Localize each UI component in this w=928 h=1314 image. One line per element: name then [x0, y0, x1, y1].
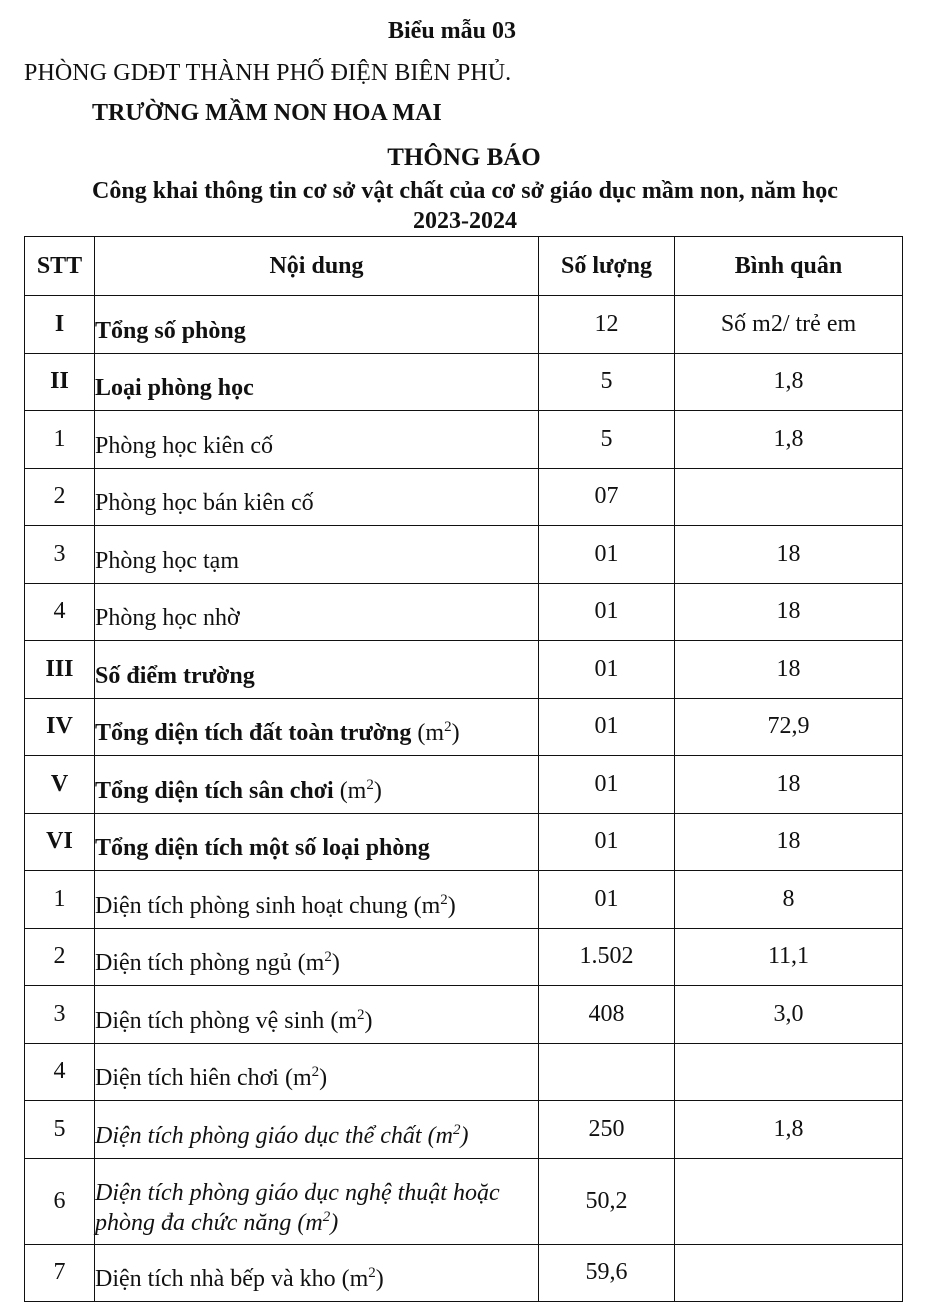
table-header-row [25, 237, 903, 296]
row-content-text: Diện tích nhà bếp và kho [95, 1266, 336, 1293]
table-row [25, 1244, 903, 1302]
row-unit-text: (m [413, 892, 441, 919]
table-row [25, 526, 903, 584]
row-content-text: Phòng học bán kiên cố [95, 490, 314, 517]
row-stt: 1 [25, 411, 95, 469]
row-unit-superscript: 2 [452, 1121, 461, 1138]
row-content [95, 756, 539, 814]
facilities-table [24, 236, 903, 1302]
row-average: 8 [675, 871, 903, 929]
row-unit-superscript: 2 [440, 891, 448, 908]
row-unit-text: (m [339, 777, 367, 804]
subtitle-line-1: Công khai thông tin cơ sở vật chất của cơ sở giáo dục mầm non, năm học [92, 178, 838, 204]
row-stt: V [25, 756, 95, 814]
row-content [95, 468, 539, 526]
row-unit [285, 1065, 327, 1091]
table-row [25, 813, 903, 871]
header-quantity: Số lượng [539, 237, 675, 296]
row-content [95, 353, 539, 411]
row-unit-text: (m [330, 1007, 357, 1034]
row-unit-text: (m [297, 1210, 323, 1236]
row-quantity: 5 [539, 353, 675, 411]
table-row [25, 698, 903, 756]
row-stt: III [25, 641, 95, 699]
row-stt: 1 [25, 871, 95, 929]
table-row [25, 583, 903, 641]
row-unit-superscript: 2 [322, 1209, 331, 1225]
row-content-text: Tổng diện tích một số loại phòng [95, 835, 430, 862]
row-quantity: 01 [539, 641, 675, 699]
table-row [25, 1043, 903, 1101]
row-content-text: Diện tích phòng sinh hoạt chung [95, 892, 408, 919]
row-content-text: Tổng số phòng [95, 317, 246, 344]
header-average: Bình quân [675, 237, 903, 296]
row-average [675, 1244, 903, 1302]
form-label-text: Biểu mẫu 03 [388, 18, 517, 44]
row-average: 18 [675, 583, 903, 641]
row-stt: 2 [25, 468, 95, 526]
row-unit-close: ) [447, 892, 456, 919]
row-average: 1,8 [675, 1101, 903, 1159]
row-unit-close: ) [451, 720, 460, 747]
row-quantity: 01 [539, 526, 675, 584]
row-quantity: 59,6 [539, 1244, 675, 1302]
row-content [95, 871, 539, 929]
row-quantity: 01 [539, 583, 675, 641]
row-content [95, 813, 539, 871]
row-unit-close: ) [375, 1266, 384, 1293]
row-quantity [539, 1043, 675, 1101]
row-average: 3,0 [675, 986, 903, 1044]
row-stt: 4 [25, 1043, 95, 1101]
row-quantity: 01 [539, 756, 675, 814]
row-average: 18 [675, 813, 903, 871]
row-average [675, 1043, 903, 1101]
row-unit [330, 1008, 372, 1034]
row-content-text: Phòng học tạm [95, 547, 239, 574]
row-unit-close: ) [364, 1007, 373, 1034]
row-quantity: 01 [539, 698, 675, 756]
row-quantity: 01 [539, 871, 675, 929]
row-stt: 5 [25, 1101, 95, 1159]
header-stt: STT [25, 237, 95, 296]
row-content [95, 583, 539, 641]
row-content-text: Số điểm trường [95, 662, 255, 689]
row-quantity: 12 [539, 296, 675, 354]
row-average: 72,9 [675, 698, 903, 756]
row-unit [340, 778, 382, 804]
table-row [25, 1101, 903, 1159]
row-content-text: Diện tích hiên chơi [95, 1065, 279, 1092]
row-content [95, 986, 539, 1044]
row-unit-text: (m [341, 1266, 369, 1293]
row-content [95, 928, 539, 986]
row-quantity: 250 [539, 1101, 675, 1159]
row-quantity: 1.502 [539, 928, 675, 986]
row-unit [298, 950, 340, 976]
row-content-text: Phòng học nhờ [95, 605, 240, 632]
table-row [25, 1158, 903, 1244]
row-content-text: Diện tích phòng giáo dục nghệ thuật hoặc phòng đa chức năng [95, 1180, 500, 1236]
row-quantity: 07 [539, 468, 675, 526]
table-row [25, 353, 903, 411]
row-stt: VI [25, 813, 95, 871]
row-unit-superscript: 2 [324, 949, 332, 966]
table-row [25, 756, 903, 814]
row-content [95, 526, 539, 584]
row-quantity: 01 [539, 813, 675, 871]
row-quantity: 5 [539, 411, 675, 469]
row-unit [417, 720, 459, 746]
row-content-text: Tổng diện tích sân chơi [95, 777, 334, 804]
table-row [25, 296, 903, 354]
document-subtitle [30, 176, 900, 236]
table-row [25, 871, 903, 929]
row-unit-superscript: 2 [444, 719, 452, 736]
row-stt: 2 [25, 928, 95, 986]
table-row [25, 641, 903, 699]
row-quantity: 50,2 [539, 1158, 675, 1244]
row-unit [297, 1210, 338, 1236]
row-content-text: Diện tích phòng vệ sinh [95, 1007, 325, 1034]
row-unit-superscript: 2 [366, 776, 374, 793]
row-unit [428, 1123, 469, 1149]
row-content-text: Diện tích phòng ngủ [95, 950, 292, 977]
row-unit-close: ) [331, 950, 340, 977]
row-content-text: Loại phòng học [95, 375, 254, 402]
row-content-text: Diện tích phòng giáo dục thể chất [95, 1122, 422, 1149]
row-content [95, 641, 539, 699]
row-quantity: 408 [539, 986, 675, 1044]
row-unit-superscript: 2 [311, 1064, 320, 1081]
table-row [25, 468, 903, 526]
row-average: 1,8 [675, 353, 903, 411]
row-content [95, 1158, 539, 1244]
subtitle-line-2: 2023-2024 [413, 208, 517, 234]
row-average [675, 1158, 903, 1244]
department-name: PHÒNG GDĐT THÀNH PHỐ ĐIỆN BIÊN PHỦ. [24, 60, 512, 86]
row-unit-superscript: 2 [356, 1006, 365, 1023]
row-unit [342, 1266, 384, 1292]
document-title: THÔNG BÁO [387, 144, 541, 171]
row-unit-text: (m [284, 1065, 312, 1092]
row-unit-close: ) [460, 1122, 469, 1149]
row-average [675, 468, 903, 526]
row-content [95, 411, 539, 469]
row-stt: 6 [25, 1158, 95, 1244]
row-content [95, 1101, 539, 1159]
row-unit-close: ) [319, 1065, 328, 1092]
row-average: 18 [675, 526, 903, 584]
row-stt: 4 [25, 583, 95, 641]
row-content-text: Tổng diện tích đất toàn trường [95, 720, 412, 747]
row-average: 11,1 [675, 928, 903, 986]
row-average: Số m2/ trẻ em [675, 296, 903, 354]
row-stt: II [25, 353, 95, 411]
table-row [25, 411, 903, 469]
row-content [95, 296, 539, 354]
row-stt: IV [25, 698, 95, 756]
table-row [25, 986, 903, 1044]
row-content-text: Phòng học kiên cố [95, 432, 273, 459]
row-unit-close: ) [373, 777, 382, 804]
row-stt: 7 [25, 1244, 95, 1302]
school-name: TRƯỜNG MẦM NON HOA MAI [92, 100, 442, 126]
row-average: 18 [675, 756, 903, 814]
row-stt: 3 [25, 526, 95, 584]
row-unit-text: (m [427, 1122, 453, 1149]
row-unit-text: (m [297, 950, 325, 977]
row-content [95, 698, 539, 756]
row-average: 1,8 [675, 411, 903, 469]
row-unit-superscript: 2 [368, 1265, 376, 1282]
table-row [25, 928, 903, 986]
row-unit-close: ) [330, 1210, 339, 1236]
row-content [95, 1043, 539, 1101]
row-stt: I [25, 296, 95, 354]
row-stt: 3 [25, 986, 95, 1044]
row-unit [414, 893, 456, 919]
header-content: Nội dung [95, 237, 539, 296]
row-unit-text: (m [417, 720, 445, 747]
row-average: 18 [675, 641, 903, 699]
row-content [95, 1244, 539, 1302]
